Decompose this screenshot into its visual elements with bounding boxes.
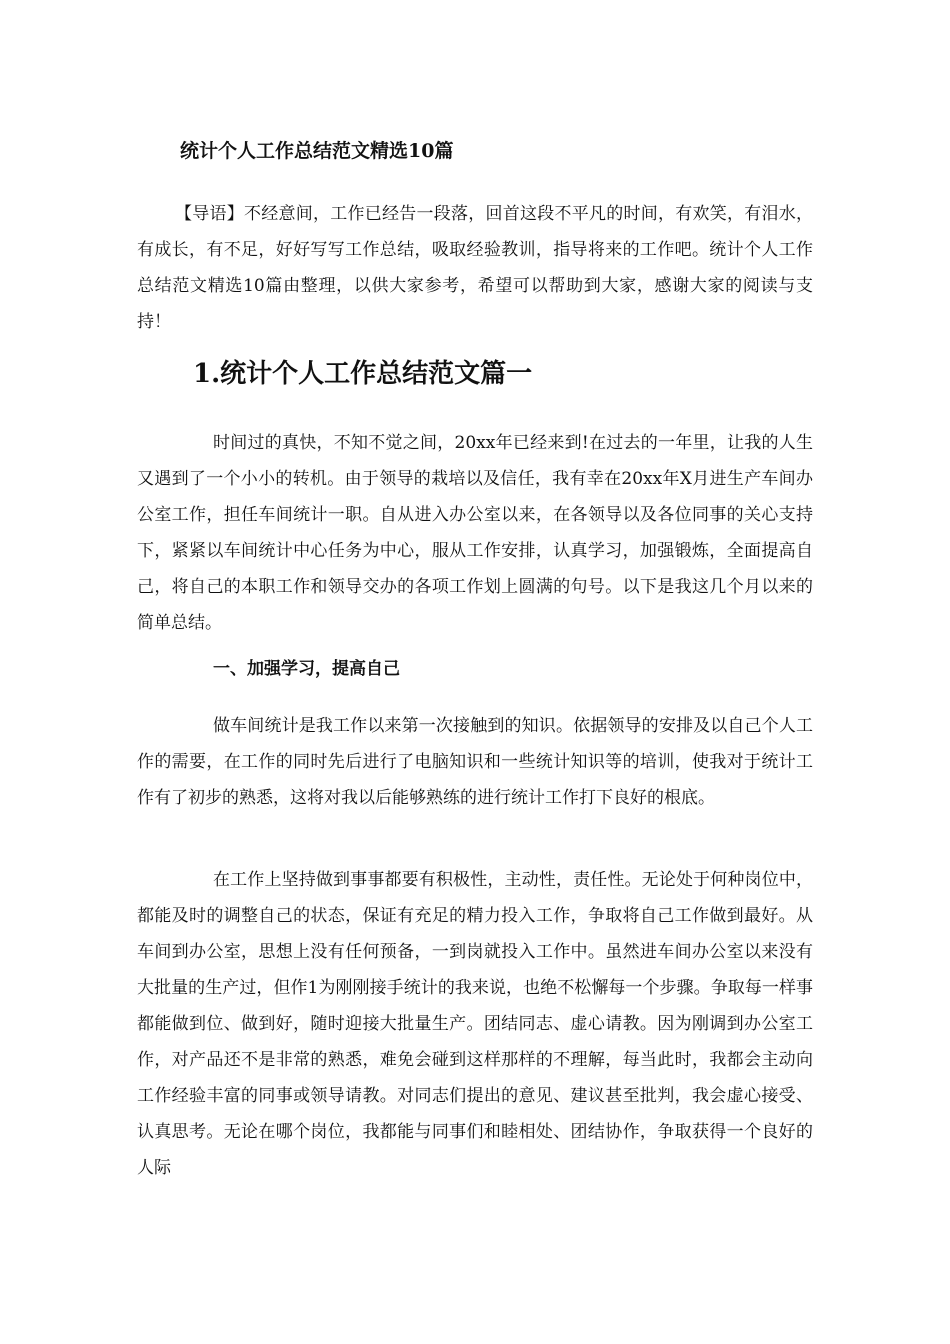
section-heading: 一、加强学习，提高自己 <box>213 659 400 679</box>
document-title: 统计个人工作总结范文精选10篇 <box>180 140 454 162</box>
body-paragraph-2: 做车间统计是我工作以来第一次接触到的知识。依据领导的安排及以自己个人工作的需要，在工作的同时先后进行了电脑知识和一些统计知识等的培训，使我对于统计工作有了初步的熟悉，这将对我以后能够熟练的进行统计工作打下良好的根底。 <box>137 716 813 808</box>
body-paragraph-3: 在工作上坚持做到事事都要有积极性，主动性，责任性。无论处于何种岗位中，都能及时的调整自己的状态，保证有充足的精力投入工作，争取将自己工作做到最好。从车间到办公室，思想上没有任何预备，一到岗就投入工作中。虽然进车间办公室以来没有大批量的生产过，但作1为刚刚接手统计的我来说，也绝不松懈每一个步骤。争取每一样事都能做到位、做到好，随时迎接大批量生产。团结同志、虚心请教。因为刚调到办公室工作，对产品还不是非常的熟悉，难免会碰到这样那样的不理解，每当此时，我都会主动向工作经验丰富的同事或领导请教。对同志们提出的意见、建议甚至批判，我会虚心接受、认真思考。无论在哪个岗位，我都能与同事们和睦相处、团结协作，争取获得一个良好的人际 <box>137 870 813 1178</box>
body-paragraph-1: 时间过的真快，不知不觉之间，20xx年已经来到!在过去的一年里，让我的人生又遇到了一个小小的转机。由于领导的栽培以及信任，我有幸在20xx年X月进生产车间办公室工作，担任车间统计一职。自从进入办公室以来，在各领导以及各位同事的关心支持下，紧紧以车间统计中心任务为中心，服从工作安排，认真学习，加强锻炼，全面提高自己，将自己的本职工作和领导交办的各项工作划上圆满的句号。以下是我这几个月以来的简单总结。 <box>137 433 813 633</box>
chapter-heading: 1.统计个人工作总结范文篇一 <box>193 359 533 389</box>
intro-paragraph: 【导语】不经意间，工作已经告一段落，回首这段不平凡的时间，有欢笑，有泪水，有成长，有不足，好好写写工作总结，吸取经验教训，指导将来的工作吧。统计个人工作总结范文精选10篇由整理，以供大家参考，希望可以帮助到大家，感谢大家的阅读与支持！ <box>137 204 813 332</box>
